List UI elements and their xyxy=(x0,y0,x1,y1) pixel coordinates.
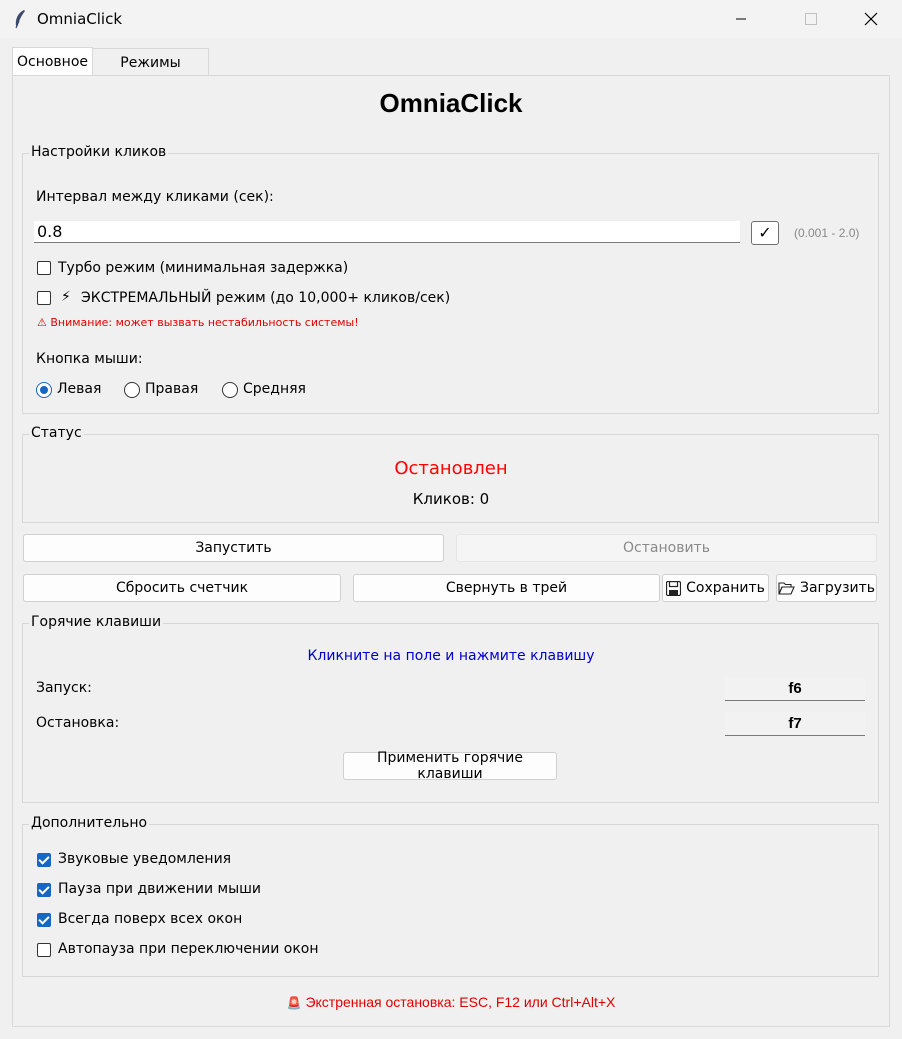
extreme-checkbox[interactable] xyxy=(37,291,51,305)
status-group-label: Статус xyxy=(31,425,82,441)
start-button[interactable] xyxy=(23,534,444,562)
radio-middle[interactable] xyxy=(222,382,238,398)
load-label: Загрузить xyxy=(799,580,876,596)
autopause-window-switch-label: Автопауза при переключении окон xyxy=(58,941,319,957)
floppy-disk-icon xyxy=(666,581,681,596)
extreme-label: ЭКСТРЕМАЛЬНЫЙ режим (до 10,000+ кликов/сек) xyxy=(81,290,451,306)
reset-counter-label: Сбросить счетчик xyxy=(115,580,249,596)
sound-notifications-label: Звуковые уведомления xyxy=(58,851,232,867)
apply-hotkeys-button[interactable] xyxy=(343,752,557,780)
start-hotkey-field[interactable]: f6 xyxy=(725,677,865,701)
siren-icon: 🚨 xyxy=(286,996,302,1010)
tab-click-modes[interactable]: Режимы xyxy=(92,48,209,75)
click-settings-label: Настройки кликов xyxy=(31,144,167,160)
interval-label: Интервал между кликами (сек): xyxy=(36,189,274,205)
autopause-window-switch-checkbox[interactable] xyxy=(37,943,51,957)
save-button[interactable] xyxy=(662,574,769,602)
click-counter: Кликов: 0 xyxy=(412,490,490,508)
always-on-top-label: Всегда поверх всех окон xyxy=(58,911,243,927)
interval-range-hint: (0.001 - 2.0) xyxy=(794,226,860,240)
radio-right[interactable] xyxy=(124,382,140,398)
radio-left[interactable] xyxy=(36,382,52,398)
maximize-button[interactable] xyxy=(788,0,834,38)
extreme-warning: ⚠ Внимание: может вызвать нестабильность системы! xyxy=(37,316,359,329)
radio-middle-label: Средняя xyxy=(243,381,306,397)
stop-button[interactable] xyxy=(456,534,877,562)
minimize-button[interactable] xyxy=(718,0,764,38)
hotkeys-group-label: Горячие клавиши xyxy=(31,614,162,630)
save-label: Сохранить xyxy=(686,580,765,596)
stop-hotkey-label: Остановка: xyxy=(36,715,120,731)
tab-main[interactable]: Основное xyxy=(12,47,93,76)
window-title: OmniaClick xyxy=(37,10,123,28)
minimize-to-tray-button[interactable] xyxy=(353,574,660,602)
pause-on-mouse-move-label: Пауза при движении мыши xyxy=(58,881,262,897)
radio-left-label: Левая xyxy=(57,381,102,397)
apply-interval-button[interactable]: ✓ xyxy=(751,221,779,245)
stop-button-label: Остановить xyxy=(623,540,710,556)
feather-icon xyxy=(12,9,28,29)
always-on-top-checkbox[interactable] xyxy=(37,913,51,927)
turbo-label: Турбо режим (минимальная задержка) xyxy=(58,260,349,276)
app-title: OmniaClick xyxy=(379,88,523,118)
minimize-icon xyxy=(735,13,747,25)
folder-open-icon xyxy=(778,581,795,595)
close-button[interactable] xyxy=(848,0,894,38)
reset-counter-button[interactable] xyxy=(23,574,341,602)
tray-label: Свернуть в трей xyxy=(445,580,568,596)
close-icon xyxy=(864,12,878,26)
start-hotkey-label: Запуск: xyxy=(36,680,92,696)
apply-hotkeys-label: Применить горячие клавиши xyxy=(376,750,523,782)
extra-group-label: Дополнительно xyxy=(31,815,148,831)
mouse-button-label: Кнопка мыши: xyxy=(36,351,143,367)
radio-right-label: Правая xyxy=(145,381,199,397)
stop-hotkey-field[interactable]: f7 xyxy=(725,712,865,736)
emergency-stop-text: Экстренная остановка: ESC, F12 или Ctrl+Alt+X xyxy=(305,994,616,1010)
turbo-checkbox[interactable] xyxy=(37,261,51,275)
emergency-stop-hint xyxy=(0,994,902,1010)
lightning-icon: ⚡ xyxy=(61,289,71,305)
pause-on-mouse-move-checkbox[interactable] xyxy=(37,883,51,897)
interval-input[interactable]: 0.8 xyxy=(34,221,740,243)
sound-notifications-checkbox[interactable] xyxy=(37,853,51,867)
start-button-label: Запустить xyxy=(195,540,272,556)
title-bar xyxy=(0,0,902,38)
load-button[interactable] xyxy=(776,574,877,602)
maximize-icon xyxy=(805,13,817,25)
status-state: Остановлен xyxy=(394,458,508,479)
hotkeys-hint: Кликните на поле и нажмите клавишу xyxy=(307,648,595,664)
